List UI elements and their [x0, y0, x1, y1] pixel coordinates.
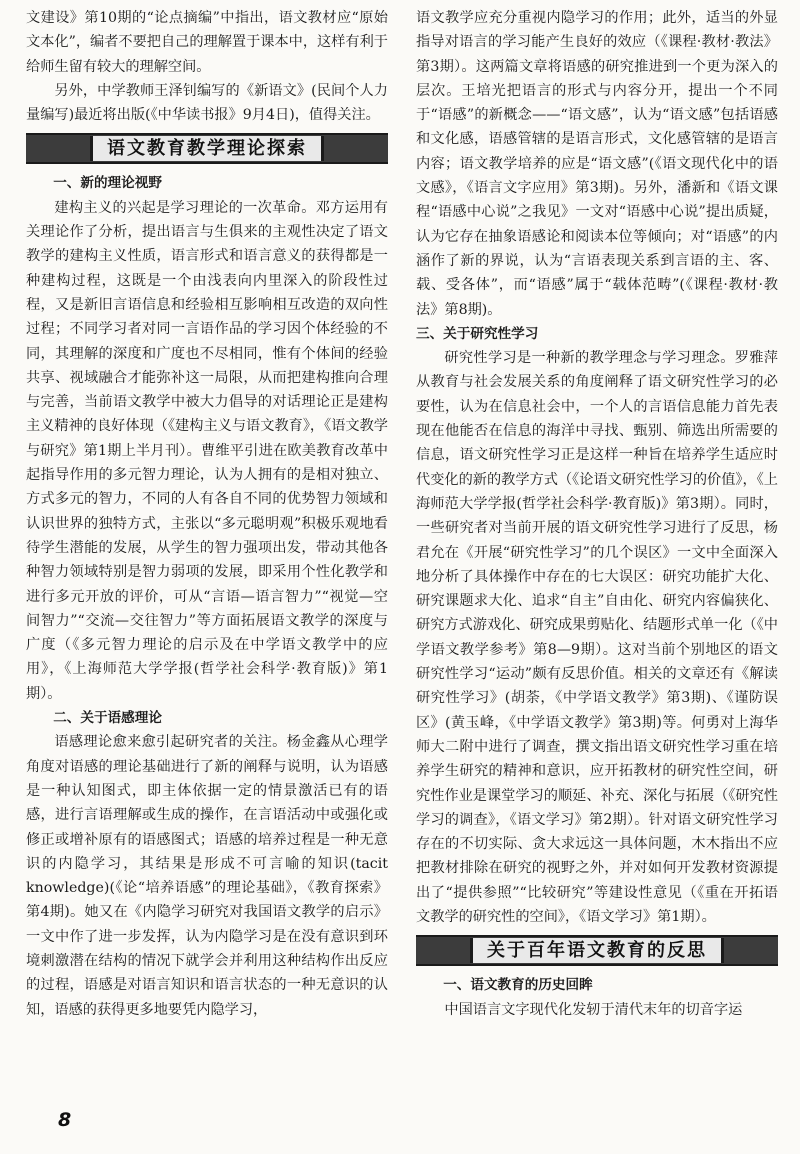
- paragraph-research-learning: 研究性学习是一种新的教学理念与学习理念。罗雅萍从教育与社会发展关系的角度阐释了语文研究性学习的必要性，认为在信息社会中，一个人的言语信息能力首先表现在他能否在信息的海洋中寻找、甄别、筛选出所需要的信息，语文研究性学习正是这样一种旨在培养学生适应时代变化的新的教学方式（《论语文研究性学习的价值》，《上海师范大学学报(哲学社会科学·教育版)》第3期）。同时，一些研究者对当前开展的语文研究性学习进行了反思，杨君允在《开展“研究性学习”的几个误区》一文中全面深入地分析了具体操作中存在的七大误区：研究功能扩大化、研究课题求大化、追求“自主”自由化、研究内容偏狭化、研究方式游戏化、研究成果剪贴化、结题形式单一化（《中学语文教学参考》第8—9期）。这对当前个别地区的语文研究性学习“运动”颇有反思价值。相关的文章还有《解读研究性学习》(胡荼，《中学语文教学》第3期)、《谨防误区》(黄玉峰，《中学语文教学》第3期)等。何勇对上海华师大二附中进行了调查，撰文指出语文研究性学习重在培养学生研究的精神和意识，应开拓教材的研究性空间，研究性作业是课堂学习的顺延、补充、深化与拓展（《研究性学习的调查》，《语文学习》第2期）。针对语文研究性学习存在的不切实际、贪大求远这一具体问题，木木指出不应把教材排除在研究的视野之外，并对如何开发教材资源提出了“提供参照”“比较研究”等建设性意见（《重在开拓语文教学的研究性的空间》，《语文学习》第1期）。: [416, 350, 778, 925]
- section-banner-reflection-label: 关于百年语文教育的反思: [470, 938, 724, 963]
- paragraph-language-sense: 语感理论愈来愈引起研究者的关注。杨金鑫从心理学角度对语感的理论基础进行了新的阐释与说明，认为语感是一种认知图式，即主体依据一定的情景激活已有的语感，进行言语理解或生成的操作，在言语活动中或强化或修正或增补原有的语感图式；语感的培养过程是一种无意识的内隐学习，其结果是形成不可言喻的知识(tacit knowledge)(《论“培养语感”的理论基础》，《教育探索》第4期)。她又在《内隐学习研究对我国语文教学的启示》一文中作了进一步发挥，认为内隐学习是在没有意识到环境刺激潜在结构的情况下就学会并利用这种结构作出反应的过程，语感是对语言知识和语言状态的一种无意识的认知，语感的获得更多地要凭内隐学习，: [26, 734, 388, 1018]
- subheading-history-review: 一、语文教育的历史回眸: [443, 977, 593, 994]
- paragraph-continuation: 文建设》第10期的“论点摘编”中指出，语文教材应“原始文本化”，编者不要把自己的理解置于课本中，这样有利于给师生留有较大的理解空间。: [26, 10, 388, 75]
- subheading-research-learning: 三、关于研究性学习: [416, 325, 539, 342]
- paragraph-history: 中国语言文字现代化发轫于清代末年的切音字运: [444, 1001, 743, 1018]
- left-column: [26, 6, 388, 1076]
- right-column: [416, 6, 778, 1076]
- section-banner-theory-label: 语文教育教学理论探索: [90, 136, 324, 161]
- paragraph-constructivism: 建构主义的兴起是学习理论的一次革命。邓方运用有关理论作了分析，提出语言与生俱来的主观性决定了语文教学的建构主义性质，语言形式和语言意义的获得都是一种建构过程，这既是一个由浅表向内里深入的阶段性过程，又是新旧言语信息和经验相互影响相互改造的双向性过程；不同学习者对同一言语作品的学习因个体经验的不同，其理解的深度和广度也不尽相同，惟有个体间的经验共享、视域融合才能弥补这一局限，从而把建构推向合理与完善，当前语文教学中被大力倡导的对话理论正是建构主义精神的良好体现（《建构主义与语文教育》，《语文教学与研究》第1期上半月刊）。曹维平引进在欧美教育改革中起指导作用的多元智力理论，认为人拥有的是相对独立、方式多元的智力，不同的人有各自不同的优势智力领域和认识世界的独特方式，主张以“多元聪明观”积极乐观地看待学生潜能的发展，从学生的智力强项出发，带动其他各种智力领域特别是智力弱项的发展，即采用个性化教学和进行多元开放的评价，可从“言语—语言智力”“视觉—空间智力”“交流—交往智力”等方面拓展语文教学的深度与广度（《多元智力理论的启示及在中学语文教学中的应用》，《上海师范大学学报(哲学社会科学·教育版)》第1期）。: [26, 199, 388, 702]
- subheading-new-theory: 一、新的理论视野: [53, 175, 162, 192]
- subheading-language-sense: 二、关于语感理论: [53, 710, 162, 727]
- paragraph-language-sense-continued: 语文教学应充分重视内隐学习的作用；此外，适当的外显指导对语言的学习能产生良好的效应（《课程·教材·教法》第3期）。这两篇文章将语感的研究推进到一个更为深入的层次。王培光把语言的形式与内容分开，提出一个不同于“语感”的新概念——“语文感”，认为“语文感”包括语感和文化感，语感管辖的是语言形式，文化感管辖的是语言内容；语文教学培养的应是“语文感”(《语文现代化中的语文感》，《语言文字应用》第3期)。另外，潘新和《语文课程“语感中心说”之我见》一文对“语感中心说”提出质疑，认为它存在抽象语感论和阅读本位等倾向；对“语感”的内涵作了新的界说，认为“言语表现关系到言语的主、客、载、受各体”，而“语感”属于“载体范畴”(《课程·教材·教法》第8期)。: [416, 10, 778, 318]
- section-banner-reflection: [416, 935, 778, 966]
- page-number: 8: [58, 1109, 72, 1131]
- paragraph-another: 另外，中学教师王泽钊编写的《新语文》(民间个人力量编写)最近将出版(《中华读书报》9月4日)，值得关注。: [26, 82, 388, 124]
- section-banner-theory: [26, 133, 388, 164]
